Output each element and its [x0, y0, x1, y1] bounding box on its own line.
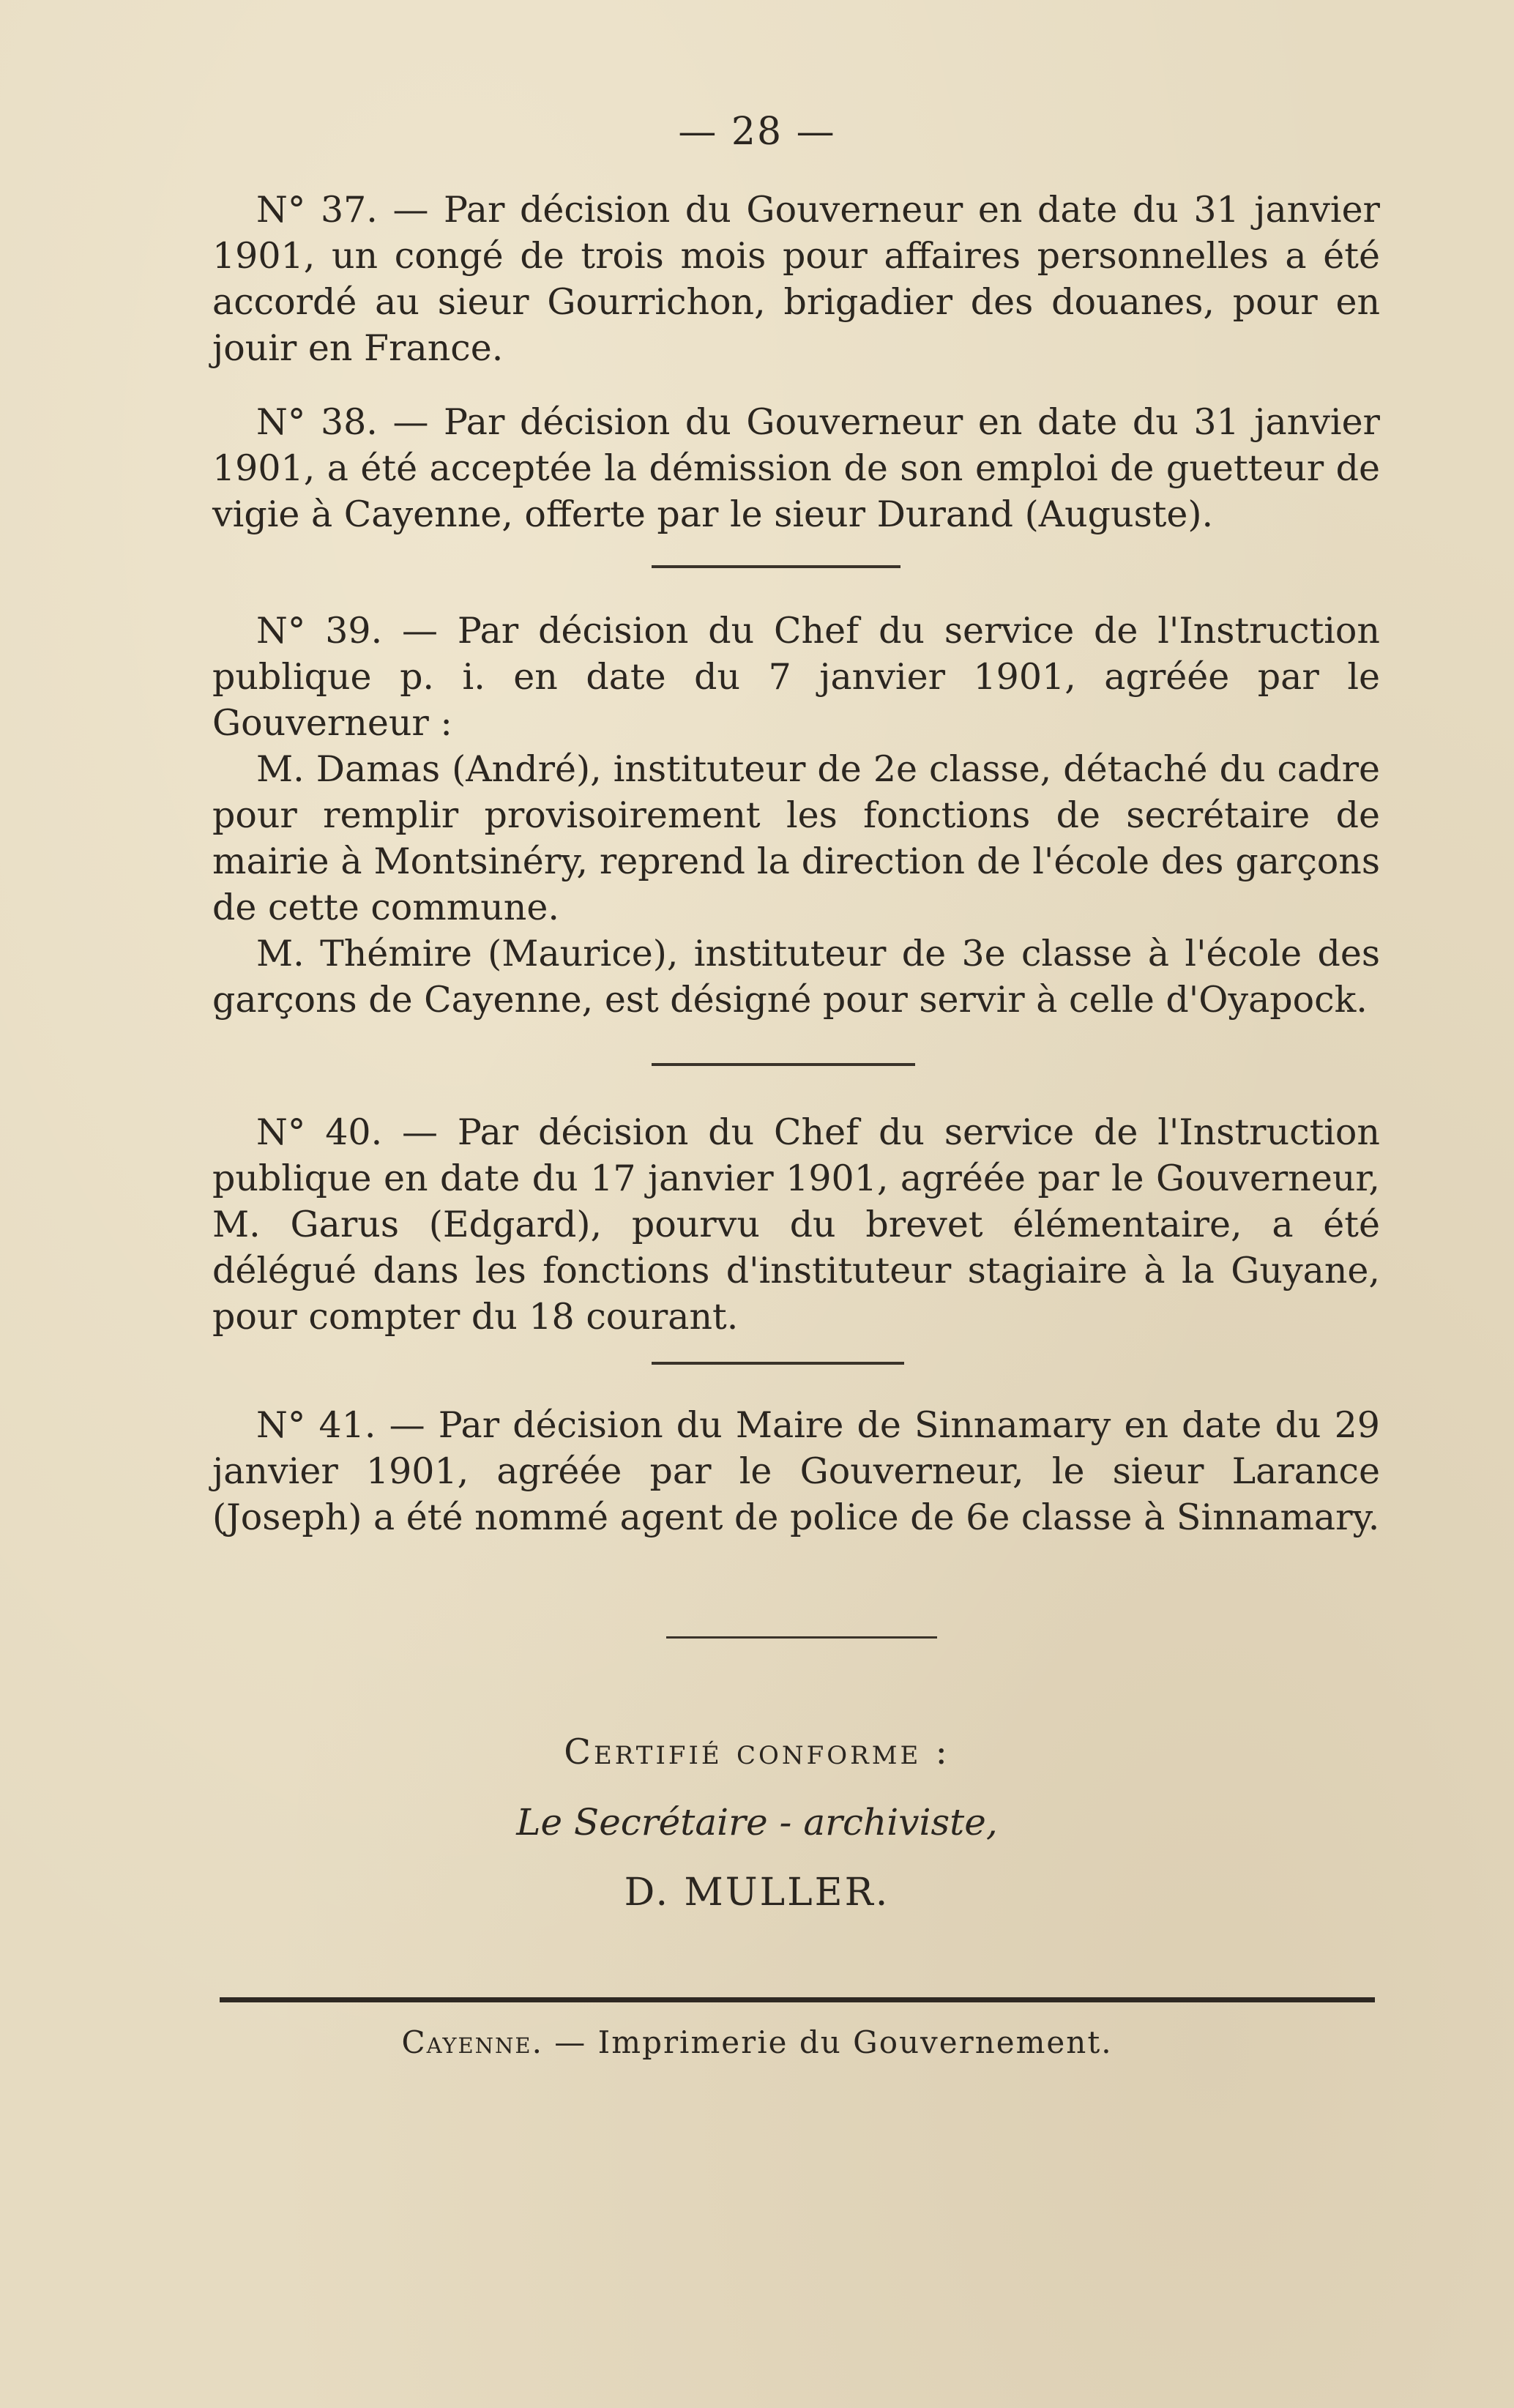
separator-rule — [666, 1636, 937, 1639]
decision-39 — [212, 608, 1380, 1023]
imprint-city: Cayenne. — [401, 2024, 543, 2060]
decision-40-text: N° 40. — Par décision du Chef du service de l'Instruction publique en date du 17 janvier 1901, agréée par le Gouverneur, M. Garus (Edgard), pourvu du brevet élémentaire, a été délégué dans les fonctions d'instituteur stagiaire à la Guyane, pour compter du 18 courant. — [212, 1111, 1380, 1338]
decision-39-text: N° 39. — Par décision du Chef du service de l'Instruction publique p. i. en date du 7 janvier 1901, agréée par le Gouverneur : — [212, 610, 1380, 744]
decision-37-text: N° 37. — Par décision du Gouverneur en date du 31 janvier 1901, un congé de trois mois pour affaires personnelles a été accordé au sieur Gourrichon, brigadier des douanes, pour en jouir en France. — [212, 189, 1380, 369]
signature-name: D. MULLER. — [624, 1871, 890, 1915]
separator-rule — [652, 1063, 915, 1066]
imprint-printer: — Imprimerie du Gouvernement. — [554, 2024, 1113, 2060]
decision-39-damas: M. Damas (André), instituteur de 2e classe, détaché du cadre pour remplir provisoirement les fonctions de secrétaire de mairie à Montsinéry, reprend la direction de l'école des garçons de cette commune. — [212, 748, 1380, 928]
decision-38-text: N° 38. — Par décision du Gouverneur en date du 31 janvier 1901, a été acceptée la démission de son emploi de guetteur de vigie à Cayenne, offerte par le sieur Durand (Auguste). — [212, 401, 1380, 535]
decision-40 — [212, 1109, 1380, 1340]
separator-rule — [652, 1362, 904, 1365]
secretary-title: Le Secrétaire - archiviste, — [516, 1801, 998, 1844]
decision-38 — [212, 399, 1380, 537]
decision-37 — [212, 187, 1380, 371]
page-number: — 28 — — [678, 110, 836, 154]
decision-41 — [212, 1402, 1380, 1540]
decision-41-text: N° 41. — Par décision du Maire de Sinnamary en date du 29 janvier 1901, agréée par le Gouverneur, le sieur Larance (Joseph) a été nommé agent de police de 6e classe à Sinnamary. — [212, 1404, 1380, 1538]
decision-39-themire: M. Thémire (Maurice), instituteur de 3e classe à l'école des garçons de Cayenne, est désigné pour servir à celle d'Oyapock. — [212, 933, 1380, 1021]
printer-imprint — [0, 2024, 1514, 2060]
footer-rule — [220, 1997, 1375, 2002]
separator-rule — [652, 565, 900, 568]
certification-heading: Certifié conforme : — [564, 1732, 950, 1773]
